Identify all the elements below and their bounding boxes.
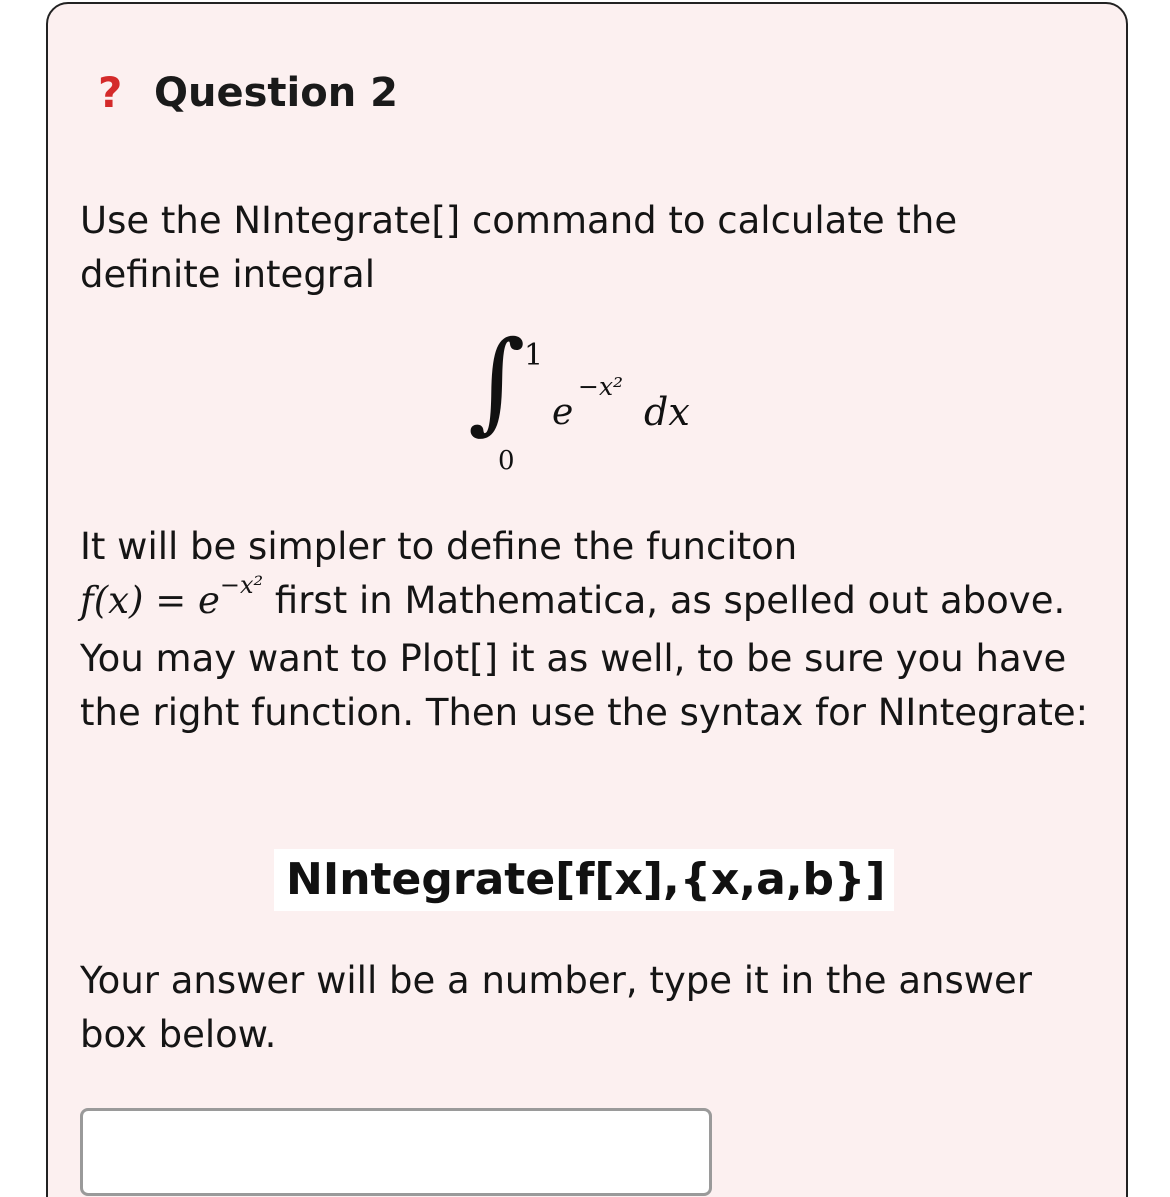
function-exponent: −x² [219, 571, 264, 599]
integral-differential: dx [644, 390, 690, 434]
question-card [46, 2, 1128, 1197]
integrand-base: e [552, 392, 574, 433]
answer-input[interactable] [80, 1108, 712, 1196]
instructions-text: Your answer will be a number, type it in the answer box below. [80, 959, 1032, 1056]
integral-expression [468, 317, 768, 484]
question-mark-icon: ? [98, 68, 123, 117]
function-equals: = [155, 579, 187, 622]
hint-continuation: first in Mathematica, as spelled out above. You may want to Plot[] it as well, to be sure you have the right function. Then use the syntax for NIntegrate: [80, 579, 1089, 734]
prompt-text: Use the NIntegrate[] command to calculate the definite integral [80, 199, 958, 296]
syntax-code: NIntegrate[f[x],{x,a,b}] [274, 849, 894, 911]
integrand-exponent: −x² [578, 372, 624, 401]
function-lhs: f(x) [80, 579, 144, 622]
hint-text [80, 520, 1090, 740]
hint-intro: It will be simpler to define the funciton [80, 525, 798, 568]
function-base: e [197, 579, 220, 622]
question-title: Question 2 [154, 69, 398, 116]
integral-upper-limit: 1 [524, 338, 544, 373]
integral-sign: ∫ [468, 317, 526, 445]
question-header [98, 68, 398, 117]
integral-lower-limit: 0 [498, 446, 515, 476]
